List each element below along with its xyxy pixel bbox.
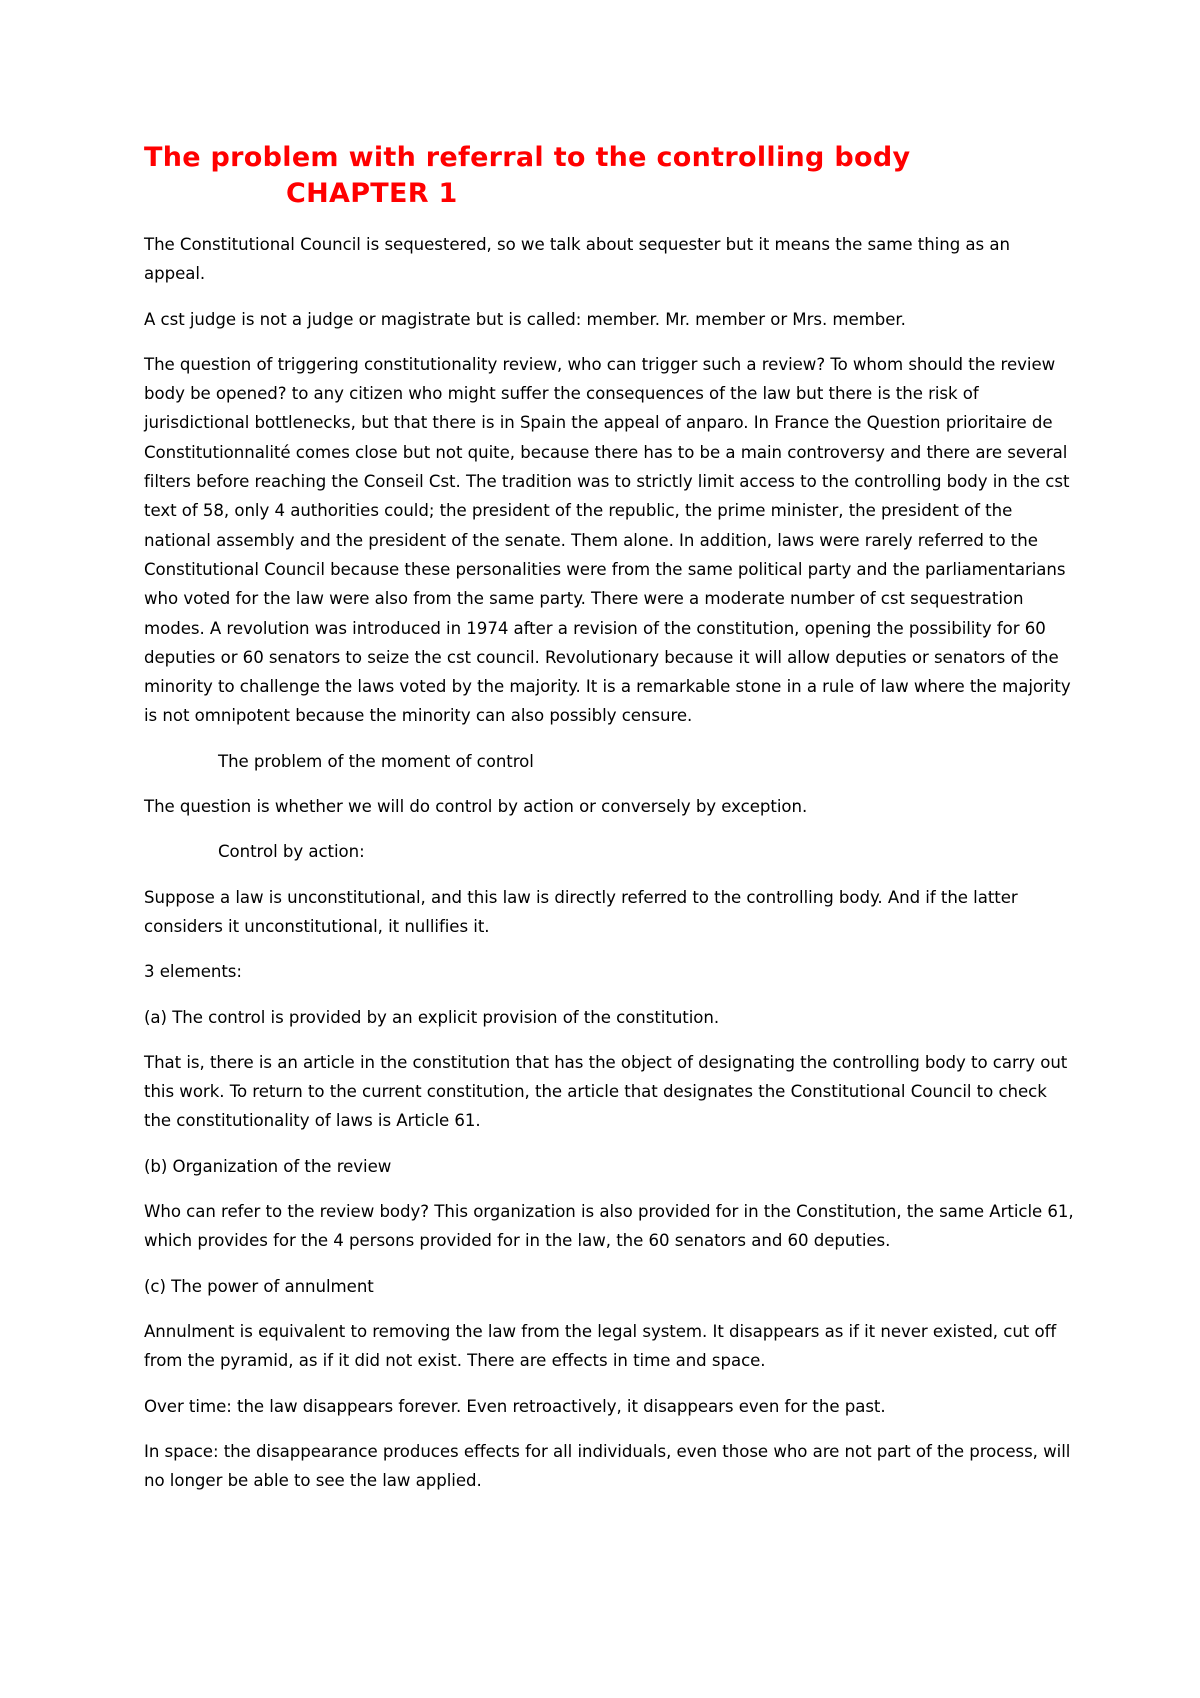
paragraph-who-can-refer: Who can refer to the review body? This organization is also provided for in the Constitution, the same Article 61, which provides for the 4 persons provided for in the law, the 60 senators and 60 deputies. (144, 1202, 1074, 1251)
subheading-control-by-action: Control by action: (218, 842, 365, 862)
paragraph-three-elements: 3 elements: (144, 962, 242, 982)
paragraph-in-space: In space: the disappearance produces effects for all individuals, even those who are not part of the process, will no longer be able to see the law applied. (144, 1441, 1071, 1491)
paragraph-annulment: Annulment is equivalent to removing the law from the legal system. It disappears as if it never existed, cut off from the pyramid, as if it did not exist. There are effects in time and space. (144, 1321, 1057, 1371)
paragraph-action-or-exception: The question is whether we will do control by action or conversely by exception. (144, 797, 808, 817)
list-item-c: (c) The power of annulment (144, 1276, 374, 1296)
subheading-moment-of-control: The problem of the moment of control (218, 751, 534, 771)
paragraph-cst-judge: A cst judge is not a judge or magistrate but is called: member. Mr. member or Mrs. member. (144, 309, 906, 329)
paragraph-over-time: Over time: the law disappears forever. Even retroactively, it disappears even for the past. (144, 1396, 886, 1416)
paragraph-sequestered: The Constitutional Council is sequestered, so we talk about sequester but it means the same thing as an appeal. (144, 235, 1010, 284)
list-item-b: (b) Organization of the review (144, 1156, 392, 1176)
list-item-a: (a) The control is provided by an explicit provision of the constitution. (144, 1007, 720, 1027)
paragraph-triggering-review: The question of triggering constitutionality review, who can trigger such a review? To whom should the review body be opened? to any citizen who might suffer the consequences of the law but there is the risk of jurisdictional bottlenecks, but that there is in Spain the appeal of anparo. In France the Question prioritaire de Constitutionnalité comes close but not quite, because there has to be a main controversy and there are several filters before reaching the Conseil Cst. The tradition was to strictly limit access to the controlling body in the cst text of 58, only 4 authorities could; the president of the republic, the prime minister, the president of the national assembly and the president of the senate. Them alone. In addition, laws were rarely referred to the Constitutional Council because these personalities were from the same political party and the parliamentarians who voted for the law were also from the same party. There were a moderate number of cst sequestration modes. A revolution was introduced in 1974 after a revision of the constitution, opening the possibility for 60 deputies or 60 senators to seize the cst council. Revolutionary because it will allow deputies or senators of the minority to challenge the laws voted by the majority. It is a remarkable stone in a rule of law where the majority is not omnipotent because the minority can also possibly censure. (144, 354, 1071, 726)
chapter-heading: CHAPTER 1 (286, 178, 458, 209)
paragraph-suppose-law: Suppose a law is unconstitutional, and this law is directly referred to the controlling body. And if the latter considers it unconstitutional, it nullifies it. (144, 887, 1018, 936)
document-heading (144, 140, 1074, 212)
document-title: The problem with referral to the controlling body (144, 142, 911, 173)
document-body (144, 140, 1074, 1511)
paragraph-article-61: That is, there is an article in the constitution that has the object of designating the controlling body to carry out this work. To return to the current constitution, the article that designates the Constitutional Council to check the constitutionality of laws is Article 61. (144, 1052, 1068, 1131)
